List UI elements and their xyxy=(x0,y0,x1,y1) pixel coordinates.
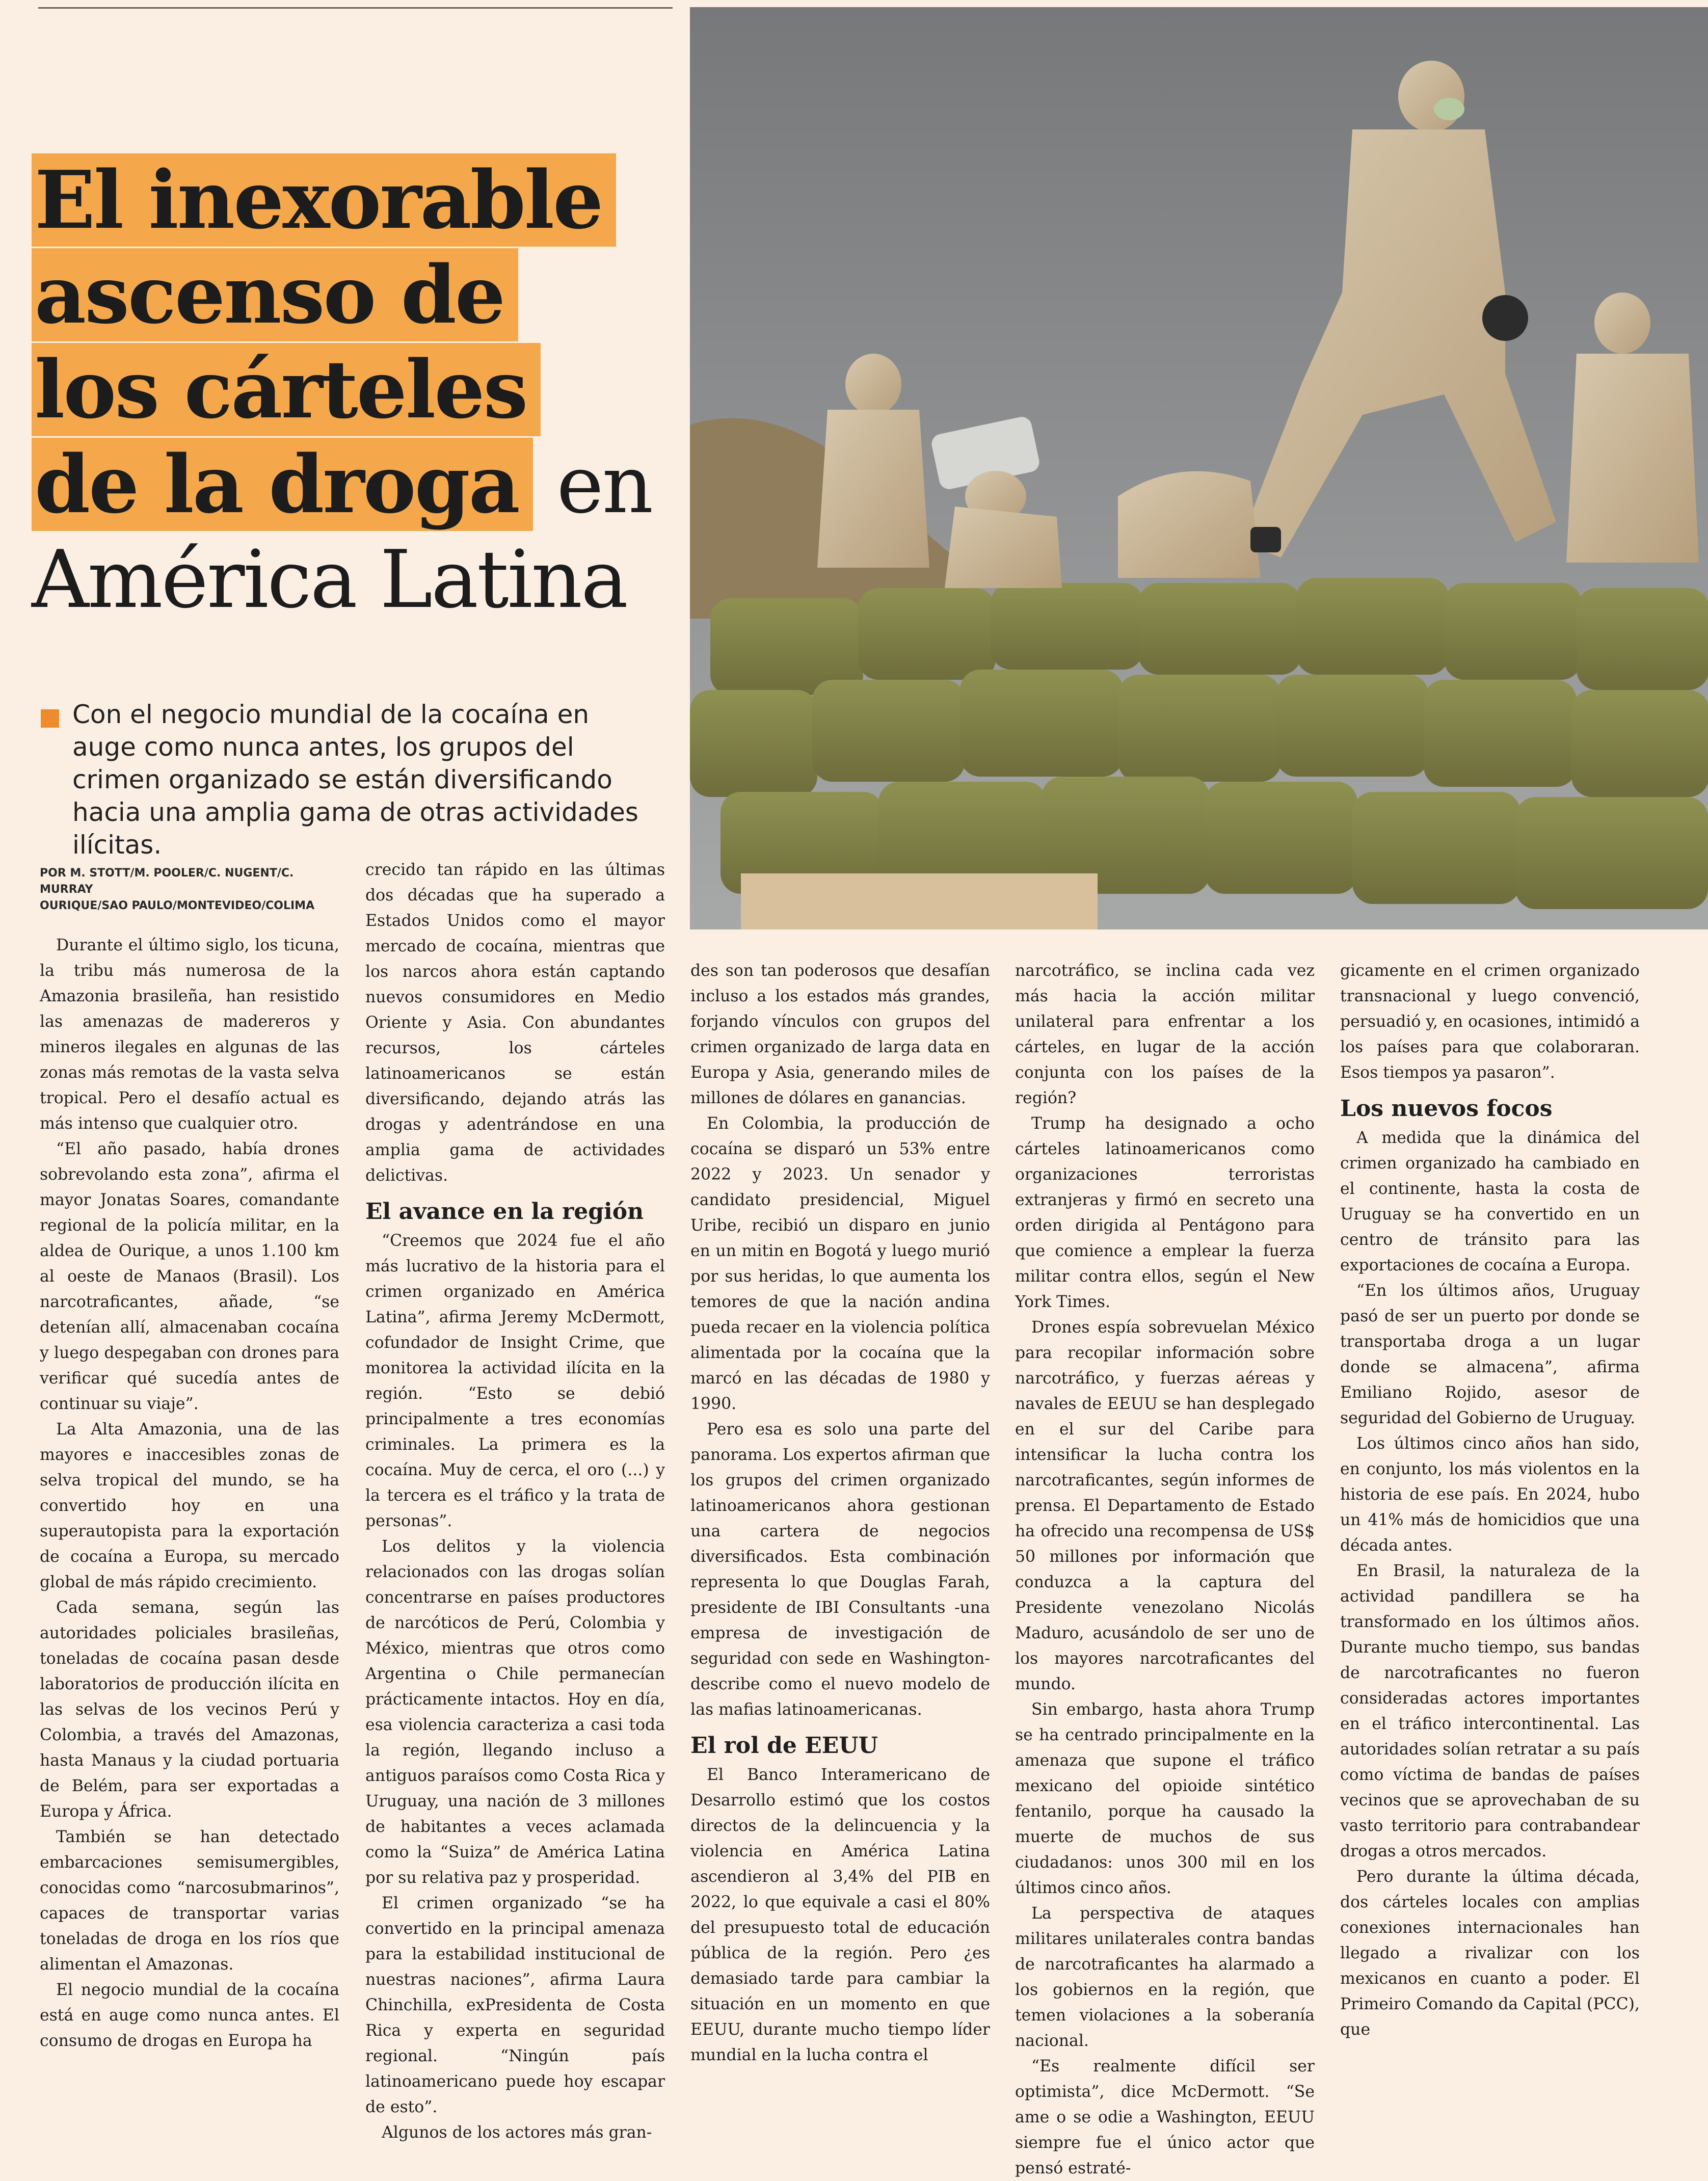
bullet-square-icon xyxy=(41,709,59,728)
paragraph: La perspectiva de ataques militares unilaterales contra bandas de narcotraficantes ha alarmado a los gobiernos en la región, que temen violaciones a la soberanía nacional. xyxy=(1015,1904,1315,2050)
paragraph: En Colombia, la producción de cocaína se disparó un 53% entre 2022 y 2023. Un senador y candidato presidencial, Miguel Uribe, recibió un disparo en junio en un mitin en Bogotá y luego murió por sus heridas, lo que aumenta los temores de que la nación andina pueda recaer en la violencia política alimentada por la cocaína que la marcó en las décadas de 1980 y 1990. xyxy=(690,1114,990,1413)
headline-line-5: América Latina xyxy=(32,533,627,626)
deck xyxy=(41,698,657,861)
section-heading: Los nuevos focos xyxy=(1340,1096,1553,1122)
paragraph: Los últimos cinco años han sido, en conjunto, los más violentos en la historia de ese país. En 2024, hubo un 41% más de homicidios que una década antes. xyxy=(1340,1434,1640,1555)
paragraph: Algunos de los actores más gran- xyxy=(382,2123,652,2142)
paragraph: El crimen organizado “se ha convertido en la principal amenaza para la estabilidad institucional de nuestras naciones”, afirma Laura Chinchilla, exPresidenta de Costa Rica y experta en seguridad regional. “Ningún país latinoamericano puede hoy escapar de esto”. xyxy=(365,1894,665,2116)
paragraph: Pero durante la última década, dos cárteles locales con amplias conexiones internacionales han llegado a rivalizar con los mexicanos en cuanto a poder. El Primeiro Comando da Capital (PCC), que xyxy=(1340,1868,1640,2039)
body-column-5 xyxy=(1340,958,1640,2074)
body-column-1 xyxy=(40,933,339,2074)
paragraph: Durante el último siglo, los ticuna, la tribu más numerosa de la Amazonia brasileña, han resistido las amenazas de madereros y mineros ilegales en algunas de las zonas más remotas de la vasta selva tropical. Pero el desafío actual es más intenso que cualquier otro. xyxy=(40,936,339,1133)
headline-line-2: ascenso de xyxy=(32,248,669,342)
paragraph: “Es realmente difícil ser optimista”, dice McDermott. “Se ame o se odie a Washington, EEUU siempre fue el único actor que pensó estraté- xyxy=(1015,2057,1315,2177)
headline-line-3: los cárteles xyxy=(32,342,669,437)
soldiers-photo xyxy=(690,7,1708,929)
top-rule xyxy=(38,7,673,9)
paragraph: Cada semana, según las autoridades policiales brasileñas, toneladas de cocaína pasan desde laboratorios de producción ilícita en las selvas de los vecinos Perú y Colombia, a través del Amazonas, hasta Manaus y la ciudad portuaria de Belém, para ser exportadas a Europa y África. xyxy=(40,1599,339,1821)
section-heading: El avance en la región xyxy=(365,1199,644,1225)
byline-places: OURIQUE/SAO PAULO/MONTEVIDEO/COLIMA xyxy=(40,899,315,912)
paragraph: “Creemos que 2024 fue el año más lucrativo de la historia para el crimen organizado en América Latina”, afirma Jeremy McDermott, cofundador de Insight Crime, que monitorea la actividad ilícita en la región. “Esto se debió principalmente a tres economías criminales. La primera es la cocaína. Muy de cerca, el oro (...) y la tercera es el tráfico y la trata de personas”. xyxy=(365,1232,665,1530)
section-heading: El rol de EEUU xyxy=(690,1733,878,1759)
paragraph: La Alta Amazonia, una de las mayores e inaccesibles zonas de selva tropical del mundo, se ha convertido hoy en una superautopista para la exportación de cocaína a Europa, su mercado global de más rápido crecimiento. xyxy=(40,1420,339,1591)
byline-authors: POR M. STOTT/M. POOLER/C. NUGENT/C. MURRAY xyxy=(40,867,294,896)
paragraph: En Brasil, la naturaleza de la actividad pandillera se ha transformado en los últimos años. Durante mucho tiempo, sus bandas de narcotraficantes no fueron consideradas actores importantes en el tráfico intercontinental. Las autoridades solían retratar a su país como víctima de bandas de países vecinos que se aprovechaban de su vasto territorio para contrabandear drogas a otros mercados. xyxy=(1340,1562,1640,1860)
byline xyxy=(40,865,340,914)
paragraph: Los delitos y la violencia relacionados con las drogas solían concentrarse en países productores de narcóticos de Perú, Colombia y México, mientras que otros como Argentina o Chile permanecían prácticamente intactos. Hoy en día, esa violencia caracteriza a casi toda la región, llegando incluso a antiguos paraísos como Costa Rica y Uruguay, una nación de 3 millones de habitantes a veces aclamada como la “Suiza” de América Latina por su relativa paz y prosperidad. xyxy=(365,1537,665,1887)
headline-tail: en xyxy=(532,438,652,531)
paragraph: El Banco Interamericano de Desarrollo estimó que los costos directos de la delincuencia y la violencia en América Latina ascendieron al 3,4% del PIB en 2022, lo que equivale a casi el 80% del presupuesto total de educación pública de la región. Pero ¿es demasiado tarde para cambiar la situación en un momento en que EEUU, durante mucho tiempo líder mundial en la lucha contra el xyxy=(690,1766,990,2064)
paragraph: crecido tan rápido en las últimas dos décadas que ha superado a Estados Unidos como el mayor mercado de cocaína, mientras que los narcos ahora están captando nuevos consumidores en Medio Oriente y Asia. Con abundantes recursos, los cárteles latinoamericanos se están diversificando, dejando atrás las drogas y adentrándose en una amplia gama de actividades delictivas. xyxy=(365,861,665,1185)
paragraph: des son tan poderosos que desafían incluso a los estados más grandes, forjando vínculos con grupos del crimen organizado de larga data en Europa y Asia, generando miles de millones de dólares en ganancias. xyxy=(690,962,990,1107)
headline-line-1: El inexorable xyxy=(32,153,669,248)
paragraph: También se han detectado embarcaciones semisumergibles, conocidas como “narcosubmarinos”, capaces de transportar varias toneladas de droga en los ríos que alimentan el Amazonas. xyxy=(40,1828,339,1974)
paragraph: Trump ha designado a ocho cárteles latinoamericanos como organizaciones terroristas extranjeras y firmó en secreto una orden dirigida al Pentágono para que comience a emplear la fuerza militar contra ellos, según el New York Times. xyxy=(1015,1114,1315,1311)
paragraph: narcotráfico, se inclina cada vez más hacia la acción militar unilateral para enfrentar a los cárteles, en lugar de la acción conjunta con los países de la región? xyxy=(1015,962,1315,1107)
body-column-4 xyxy=(1015,958,1315,2177)
paragraph: Drones espía sobrevuelan México para recopilar información sobre narcotráfico, y fuerzas aéreas y navales de EEUU se han desplegado en el sur del Caribe para intensificar la lucha contra los narcotraficantes, según informes de prensa. El Departamento de Estado ha ofrecido una recompensa de US$ 50 millones por información que conduzca a la captura del Presidente venezolano Nicolás Maduro, acusándolo de ser uno de los mayores narcotraficantes del mundo. xyxy=(1015,1318,1315,1693)
paragraph: Sin embargo, hasta ahora Trump se ha centrado principalmente en la amenaza que supone el tráfico mexicano del opioide sintético fentanilo, porque ha causado la muerte de muchos de sus ciudadanos: unos 300 mil en los últimos cinco años. xyxy=(1015,1700,1315,1897)
headline xyxy=(32,153,669,627)
paragraph: A medida que la dinámica del crimen organizado ha cambiado en el continente, hasta la costa de Uruguay se ha convertido en un centro de tránsito para las exportaciones de cocaína a Europa. xyxy=(1340,1129,1640,1274)
paragraph: gicamente en el crimen organizado transnacional y luego convenció, persuadió y, en ocasiones, intimidó a los países para que colaboraran. Esos tiempos ya pasaron”. xyxy=(1340,962,1640,1082)
paragraph: “El año pasado, había drones sobrevolando esta zona”, afirma el mayor Jonatas Soares, comandante regional de la policía militar, en la aldea de Ourique, a unos 1.100 km al oeste de Manaos (Brasil). Los narcotraficantes, añade, “se detenían allí, almacenaban cocaína y luego despegaban con drones para verificar qué sucedía antes de continuar su viaje”. xyxy=(40,1140,339,1413)
paragraph: Pero esa es solo una parte del panorama. Los expertos afirman que los grupos del crimen organizado latinoamericanos ahora gestionan una cartera de negocios diversificados. Esta combinación representa lo que Douglas Farah, presidente de IBI Consultants -una empresa de investigación de seguridad con sede en Washington- describe como el nuevo modelo de las mafias latinoamericanas. xyxy=(690,1420,990,1719)
deck-text: Con el negocio mundial de la cocaína en auge como nunca antes, los grupos del crimen organizado se están diversificando hacia una amplia gama de otras actividades ilícitas. xyxy=(72,700,638,860)
body-column-2 xyxy=(365,857,665,2142)
headline-line-4: de la droga en xyxy=(32,437,669,532)
paragraph: “En los últimos años, Uruguay pasó de ser un puerto por donde se transportaba droga a un lugar donde se almacena”, afirma Emiliano Rojido, asesor de seguridad del Gobierno de Uruguay. xyxy=(1340,1282,1640,1427)
paragraph: El negocio mundial de la cocaína está en auge como nunca antes. El consumo de drogas en Europa ha xyxy=(40,1981,339,2050)
body-column-3 xyxy=(690,958,990,2074)
